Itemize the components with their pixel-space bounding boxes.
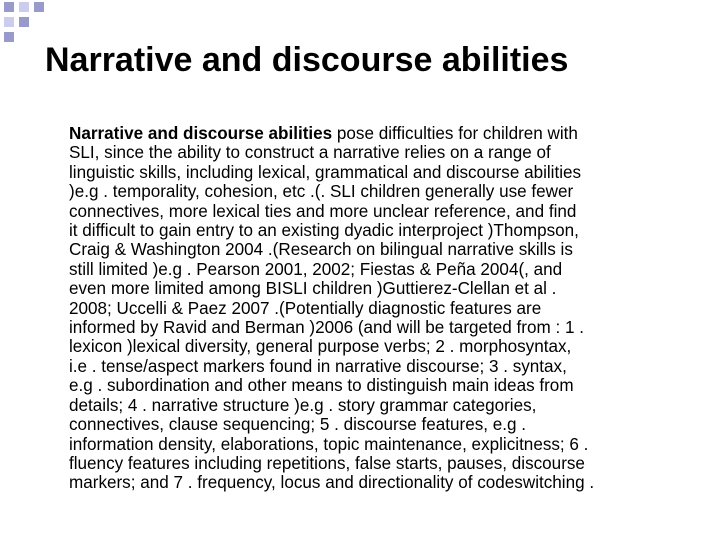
grid-square xyxy=(34,2,44,12)
grid-square xyxy=(4,2,14,12)
grid-square xyxy=(19,2,29,12)
grid-square xyxy=(4,32,14,42)
grid-square xyxy=(4,17,14,27)
slide-title: Narrative and discourse abilities xyxy=(45,41,569,79)
slide-body xyxy=(69,124,694,493)
body-text: pose difficulties for children with SLI, since the ability to construct a narrative relies on a range of linguistic skills, including lexical, grammatical and discourse abilities )e.g . temporality, cohesion, etc .(. SLI children generally use fewer connectives, more lexical ties and more unclear reference, and find it difficult to gain entry to an existing dyadic interproject )Thompson, Craig & Washington 2004 .(Research on bilingual narrative skills is still limited )e.g . Pearson 2001, 2002; Fiestas & Peña 2004(, and even more limited among BISLI children )Guttierez-Clellan et al . 2008; Uccelli & Paez 2007 .(Potentially diagnostic features are informed by Ravid and Berman )2006 (and will be targeted from : 1 . lexicon )lexical diversity, general purpose verbs; 2 . morphosyntax, i.e . tense/aspect markers found in narrative discourse; 3 . syntax, e.g . subordination and other means to distinguish main ideas from details; 4 . narrative structure )e.g . story grammar categories, connectives, clause sequencing; 5 . discourse features, e.g . information density, elaborations, topic maintenance, explicitness; 6 . fluency features including repetitions, false starts, pauses, discourse markers; and 7 . frequency, locus and directionality of codeswitching . xyxy=(69,124,595,493)
grid-square xyxy=(19,17,29,27)
body-lead-phrase: Narrative and discourse abilities xyxy=(69,124,333,143)
